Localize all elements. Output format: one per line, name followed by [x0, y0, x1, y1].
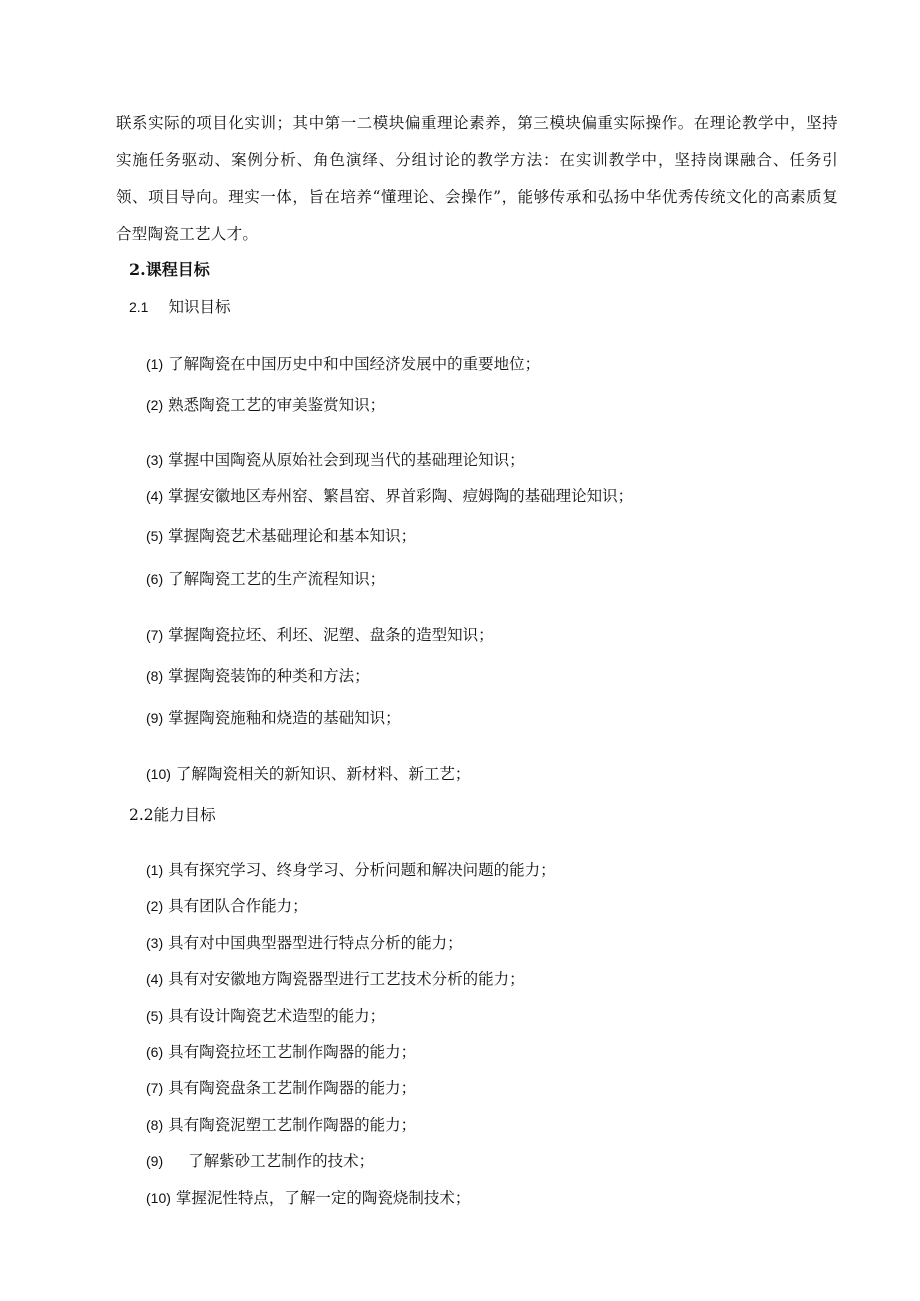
ability-item: (2) 具有团队合作能力； [146, 897, 308, 915]
ability-item: (3) 具有对中国典型器型进行特点分析的能力； [146, 934, 463, 952]
knowledge-item: (10) 了解陶瓷相关的新知识、新材料、新工艺； [146, 765, 471, 783]
ability-item: (8) 具有陶瓷泥塑工艺制作陶器的能力； [146, 1116, 417, 1134]
knowledge-item: (7) 掌握陶瓷拉坯、利坯、泥塑、盘条的造型知识； [146, 626, 494, 644]
knowledge-goals-number: 2.1 [129, 299, 149, 315]
intro-text: 联系实际的项目化实训；其中第一二模块偏重理论素养，第三模块偏重实际操作。在理论教学中，坚持实施任务驱动、案例分析、角色演绎、分组讨论的教学方法：在实训教学中，坚持岗课融合、任务引领、项目导向。理实一体，旨在培养“懂理论、会操作”，能够传承和弘扬中华优秀传统文化的高素质复合型陶瓷工艺人才。 [116, 114, 838, 243]
knowledge-item: (5) 掌握陶瓷艺术基础理论和基本知识； [146, 527, 417, 545]
knowledge-item: (3) 掌握中国陶瓷从原始社会到现当代的基础理论知识； [146, 451, 525, 469]
ability-goals-heading: 2.2能力目标 [129, 806, 216, 824]
knowledge-item: (4) 掌握安徽地区寿州窑、繁昌窑、界首彩陶、痘姆陶的基础理论知识； [146, 487, 634, 505]
knowledge-item: (1) 了解陶瓷在中国历史中和中国经济发展中的重要地位； [146, 355, 541, 373]
knowledge-item: (2) 熟悉陶瓷工艺的审美鉴赏知识； [146, 396, 386, 414]
knowledge-item: (6) 了解陶瓷工艺的生产流程知识； [146, 570, 386, 588]
knowledge-goals-title: 知识目标 [168, 298, 231, 316]
knowledge-goals-heading [129, 295, 230, 319]
ability-item: (1) 具有探究学习、终身学习、分析问题和解决问题的能力； [146, 861, 556, 879]
section-title: 2.课程目标 [129, 260, 210, 279]
ability-item: (4) 具有对安徽地方陶瓷器型进行工艺技术分析的能力； [146, 970, 525, 988]
ability-item: (7) 具有陶瓷盘条工艺制作陶器的能力； [146, 1079, 417, 1097]
ability-item: (6) 具有陶瓷拉坯工艺制作陶器的能力； [146, 1043, 417, 1061]
intro-paragraph [116, 105, 838, 253]
ability-item: (5) 具有设计陶瓷艺术造型的能力； [146, 1007, 386, 1025]
knowledge-item: (9) 掌握陶瓷施釉和烧造的基础知识； [146, 709, 401, 727]
ability-item: (10) 掌握泥性特点，了解一定的陶瓷烧制技术； [146, 1189, 471, 1207]
ability-item: (9) 了解紫砂工艺制作的技术； [146, 1152, 375, 1170]
knowledge-item: (8) 掌握陶瓷装饰的种类和方法； [146, 667, 370, 685]
